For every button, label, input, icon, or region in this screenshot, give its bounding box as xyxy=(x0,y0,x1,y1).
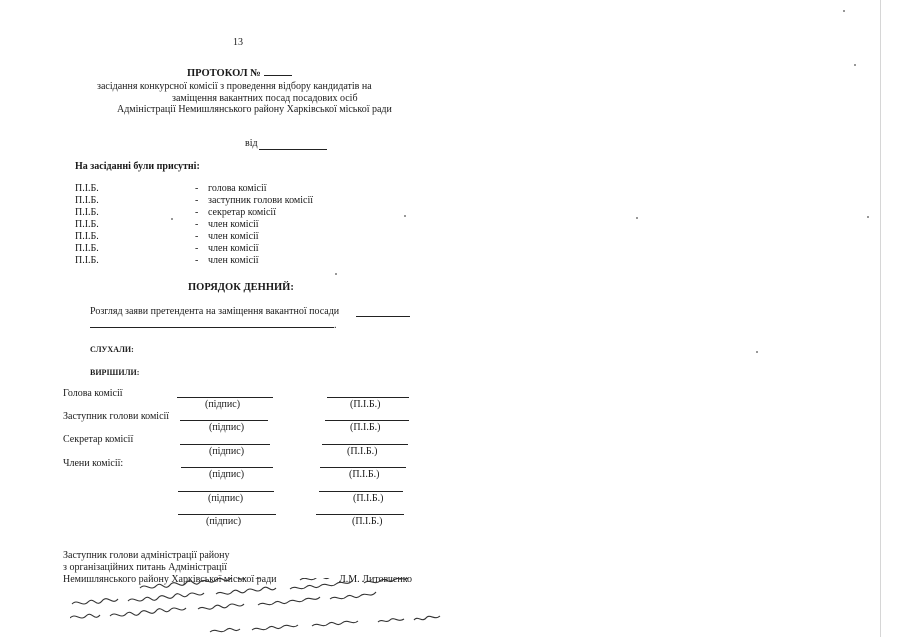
agenda-item: Розгляд заяви претендента на заміщення вакантної посади xyxy=(90,306,340,317)
present-dash: - xyxy=(195,231,199,242)
present-dash: - xyxy=(195,195,199,206)
page-edge xyxy=(880,0,881,637)
name-line xyxy=(327,397,409,398)
name-caption: (П.І.Б.) xyxy=(349,469,380,480)
scan-speck xyxy=(854,64,856,66)
subtitle-line-2: заміщення вакантних посад посадових осіб xyxy=(172,93,358,104)
signature-line xyxy=(178,514,276,515)
date-label: від xyxy=(245,138,258,149)
scan-speck xyxy=(843,10,845,12)
agenda-line-end: . xyxy=(334,320,337,331)
footer-line-2: з організаційних питань Адміністрації xyxy=(63,562,228,573)
decided-heading: ВИРІШИЛИ: xyxy=(90,368,140,377)
name-caption: (П.І.Б.) xyxy=(352,516,383,527)
scan-speck xyxy=(867,216,869,218)
present-name: П.І.Б. xyxy=(75,195,99,206)
scan-speck xyxy=(636,217,638,219)
present-role: заступник голови комісії xyxy=(208,195,314,206)
scan-speck xyxy=(756,351,758,353)
present-dash: - xyxy=(195,183,199,194)
date-blank-line xyxy=(259,149,327,150)
signature-role: Секретар комісії xyxy=(63,434,134,445)
present-heading: На засіданні були присутні: xyxy=(75,161,200,172)
name-line xyxy=(320,467,406,468)
agenda-heading: ПОРЯДОК ДЕННИЙ: xyxy=(188,282,294,293)
signature-line xyxy=(177,397,273,398)
footer-line-1: Заступник голови адміністрації району xyxy=(63,550,230,561)
present-role: член комісії xyxy=(208,231,259,242)
handwritten-annotation xyxy=(70,578,550,636)
present-dash: - xyxy=(195,255,199,266)
signature-role: Голова комісії xyxy=(63,388,123,399)
signature-role: Заступник голови комісії xyxy=(63,411,170,422)
footer-line-3: Немишлянського району Харківської міської ради xyxy=(63,574,277,585)
signature-caption: (підпис) xyxy=(209,446,245,457)
signature-caption: (підпис) xyxy=(209,469,245,480)
signature-line xyxy=(181,467,273,468)
present-role: секретар комісії xyxy=(208,207,276,218)
subtitle-line-3: Адміністрації Немишлянського району Харківської міської ради xyxy=(117,104,392,115)
title-text: ПРОТОКОЛ № xyxy=(187,68,261,79)
present-name: П.І.Б. xyxy=(75,231,99,242)
name-line xyxy=(322,444,408,445)
present-name: П.І.Б. xyxy=(75,255,99,266)
signature-caption: (підпис) xyxy=(208,493,244,504)
signature-line xyxy=(180,420,268,421)
present-dash: - xyxy=(195,207,199,218)
present-name: П.І.Б. xyxy=(75,219,99,230)
agenda-position-blank xyxy=(356,316,410,317)
name-line xyxy=(325,420,409,421)
name-line xyxy=(316,514,404,515)
footer-signer: Л.М. Литовченко xyxy=(339,574,413,585)
subtitle-line-1: засідання конкурсної комісії з проведення відбору кандидатів на xyxy=(97,81,372,92)
scan-speck xyxy=(171,218,173,220)
present-role: член комісії xyxy=(208,243,259,254)
name-line xyxy=(319,491,403,492)
name-caption: (П.І.Б.) xyxy=(350,422,381,433)
heard-heading: СЛУХАЛИ: xyxy=(90,345,134,354)
present-role: голова комісії xyxy=(208,183,267,194)
signature-line xyxy=(180,444,270,445)
signature-caption: (підпис) xyxy=(205,399,241,410)
signature-role: Члени комісії: xyxy=(63,458,124,469)
signature-caption: (підпис) xyxy=(206,516,242,527)
agenda-second-line xyxy=(90,327,334,328)
scan-speck xyxy=(404,215,406,217)
present-name: П.І.Б. xyxy=(75,183,99,194)
present-name: П.І.Б. xyxy=(75,207,99,218)
signature-line xyxy=(178,491,274,492)
present-role: член комісії xyxy=(208,219,259,230)
scan-speck xyxy=(335,273,337,275)
present-dash: - xyxy=(195,243,199,254)
name-caption: (П.І.Б.) xyxy=(353,493,384,504)
name-caption: (П.І.Б.) xyxy=(350,399,381,410)
document-title xyxy=(187,68,292,79)
signature-caption: (підпис) xyxy=(209,422,245,433)
present-role: член комісії xyxy=(208,255,259,266)
present-dash: - xyxy=(195,219,199,230)
present-name: П.І.Б. xyxy=(75,243,99,254)
name-caption: (П.І.Б.) xyxy=(347,446,378,457)
page-number: 13 xyxy=(233,37,243,48)
